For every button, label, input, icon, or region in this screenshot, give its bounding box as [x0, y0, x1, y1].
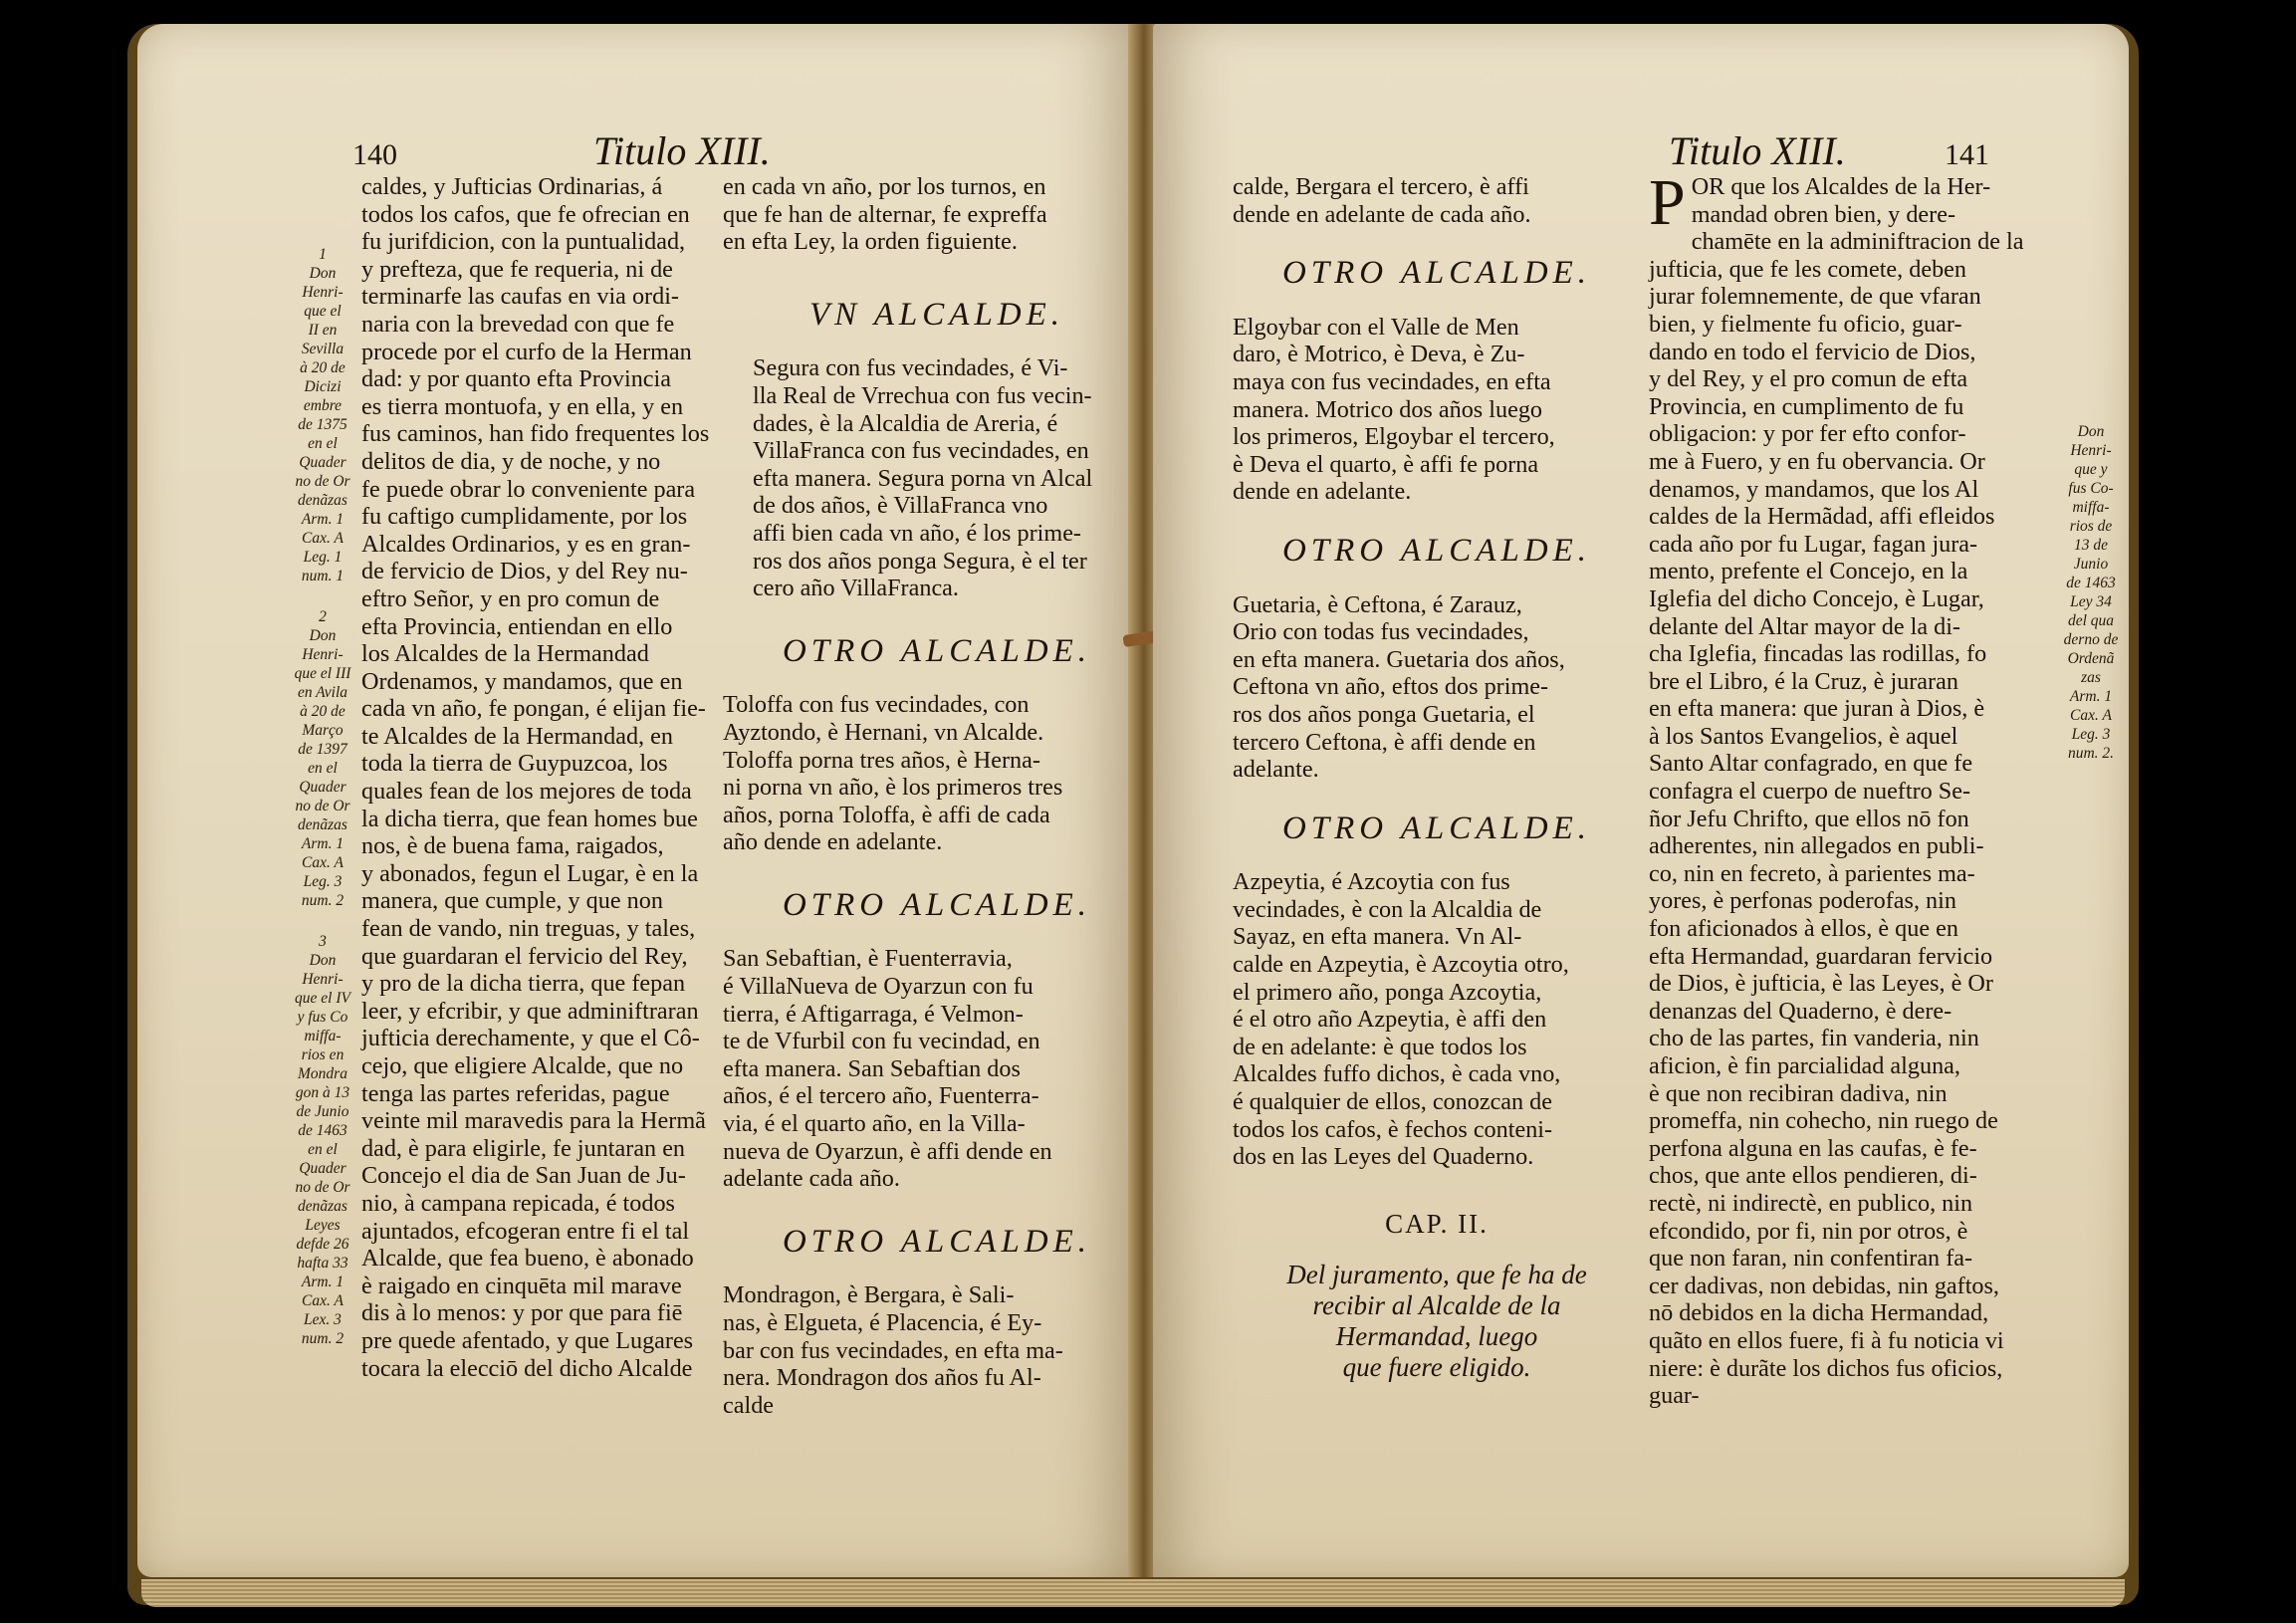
text-line: de 1375 — [298, 416, 347, 433]
text-line: los primeros, Elgoybar el tercero, — [1233, 423, 1555, 451]
text-line: dis à lo menos: y por que para fiē — [361, 1299, 683, 1327]
text-line: hafta 33 — [297, 1255, 348, 1272]
text-line: delitos de dia, y de noche, y no — [361, 447, 661, 475]
text-line: denamos, y mandamos, que los Al — [1649, 475, 1979, 503]
section-title: OTRO ALCALDE. — [1281, 255, 1592, 292]
text-line: efta Provincia, entiendan en ello — [361, 612, 673, 640]
text-line: nera. Mondragon dos años fu Al- — [723, 1364, 1041, 1392]
text-line: II en — [308, 322, 338, 339]
text-line: via, é el quarto año, en la Villa- — [723, 1110, 1026, 1138]
text-line: niere: è durãte los dichos fus oficios, — [1649, 1354, 2003, 1382]
text-line: bar con fus vecindades, en efta ma- — [723, 1336, 1063, 1364]
text-line: Sevilla — [301, 341, 344, 357]
text-line: Alcaldes fuffo dichos, è cada vno, — [1233, 1060, 1561, 1088]
text-line: ros dos años ponga Guetaria, el — [1233, 700, 1535, 728]
text-line: tocara la elecciō del dicho Alcalde — [361, 1354, 693, 1382]
text-line: que fuere eligido. — [1342, 1352, 1531, 1383]
text-line: jufticia, que fe les comete, deben — [1649, 255, 1966, 283]
col2-intro — [723, 173, 1133, 256]
text-line: de Junio — [296, 1103, 349, 1120]
text-line: y del Rey, y el pro comun de efta — [1649, 365, 1968, 393]
text-line: Ordenã — [2067, 650, 2115, 667]
text-line: fon aficionados à ellos, è que en — [1649, 915, 1958, 943]
text-line: años, é el tercero año, Fuenterra- — [723, 1082, 1039, 1110]
text-line: te Alcaldes de la Hermandad, en — [361, 722, 673, 750]
text-line: efta manera. Segura porna vn Alcal — [753, 464, 1093, 492]
text-line: eftro Señor, y en pro comun de — [361, 584, 660, 612]
text-line: à 20 de — [300, 359, 345, 376]
text-line: maya con fus vecindades, en efta — [1233, 367, 1551, 395]
text-line: año dende en adelante. — [723, 828, 943, 856]
text-line: Iglefia del dicho Concejo, è Lugar, — [1649, 584, 1984, 612]
text-line: recibir al Alcalde de la — [1312, 1290, 1561, 1321]
text-line: de 1463 — [2066, 575, 2116, 591]
text-line: me à Fuero, y en fu obervancia. Or — [1649, 447, 1985, 475]
text-line: en el — [308, 435, 338, 452]
left-page-number: 140 — [352, 138, 397, 171]
text-line: num. 1 — [301, 568, 344, 584]
text-line: Henri- — [2070, 442, 2112, 459]
text-line: dende en adelante de cada año. — [1233, 200, 1531, 228]
text-line: Orio con todas fus vecindades, — [1233, 618, 1529, 646]
text-line: de Dios, è jufticia, è las Leyes, è Or — [1649, 970, 1993, 998]
right-column-2 — [1649, 166, 2024, 1410]
open-book — [127, 24, 2139, 1605]
text-line: 13 de — [2073, 537, 2108, 554]
text-line: bien, y fielmente fu oficio, guar- — [1649, 310, 1962, 338]
text-line: denãzas — [298, 492, 347, 509]
text-line: de en adelante: è que todos los — [1233, 1033, 1527, 1060]
text-line: derno de — [2063, 631, 2119, 648]
text-line: cada vn año, fe pongan, é elijan fie- — [361, 695, 706, 723]
text-line: manera, que cumple, y que non — [361, 887, 663, 915]
text-line: efta Hermandad, guardaran fervicio — [1649, 942, 1993, 970]
text-line: quales fean de los mejores de toda — [361, 778, 692, 806]
text-line: cha Iglefia, fincadas las rodillas, fo — [1649, 640, 1987, 668]
text-line: que el III — [294, 665, 351, 682]
text-line: Henri- — [302, 284, 344, 301]
chapter-subtitle — [1233, 1260, 1641, 1383]
section-title: VN ALCALDE. — [808, 296, 1065, 333]
text-line: miffa- — [2072, 499, 2110, 516]
text-line: Concejo el dia de San Juan de Ju- — [361, 1162, 686, 1190]
left-column-2 — [723, 173, 1133, 1419]
text-line: cer dadivas, non debidas, nin gaftos, — [1649, 1272, 1999, 1299]
text-line: veinte mil maravedis para la Hermã — [361, 1107, 706, 1135]
text-line: que guardaran el fervicio del Rey, — [361, 942, 688, 970]
text-line: ñor Jefu Chrifto, que ellos nō fon — [1649, 805, 1969, 832]
text-line: tierra, é Aftigarraga, é Velmon- — [723, 1000, 1024, 1028]
text-line: zas — [2081, 669, 2101, 686]
text-line: quãto en ellos fuere, fi à fu noticia vi — [1649, 1326, 2004, 1354]
text-line: manera. Motrico dos años luego — [1233, 395, 1543, 423]
text-line: efta manera. San Sebaftian dos — [723, 1054, 1021, 1082]
text-line: dad, è para eligirle, fe juntaran en — [361, 1134, 686, 1162]
text-line: fus caminos, han fido frequentes los — [361, 420, 710, 448]
text-line: Del juramento, que fe ha de — [1286, 1260, 1587, 1290]
text-line: promeffa, nin cohecho, nin ruego de — [1649, 1107, 1998, 1135]
text-line: todos los cafos, è fechos conteni- — [1233, 1115, 1553, 1143]
marginal-note-3 — [293, 932, 352, 1348]
text-line: dades, è la Alcaldia de Areria, é — [753, 409, 1058, 437]
text-line: pre quede afentado, y que Lugares — [361, 1326, 694, 1354]
text-line: Ordenamos, y mandamos, que en — [361, 667, 683, 695]
text-line: que el IV — [295, 990, 350, 1007]
text-line: calde — [723, 1391, 775, 1419]
text-line: Toloffa porna tres años, è Herna- — [723, 746, 1040, 774]
col1-intro — [1233, 173, 1641, 228]
text-line: que fe han de alternar, fe expreffa — [723, 200, 1047, 228]
right-page-number: 141 — [1945, 138, 1989, 171]
text-line: no de Or — [295, 473, 350, 490]
text-line: toda la tierra de Guypuzcoa, los — [361, 750, 668, 778]
text-line: VillaFranca con fus vecindades, en — [753, 437, 1089, 465]
text-line: confagra el cuerpo de nueftro Se- — [1649, 778, 1971, 806]
text-line: è que non recibiran dadiva, nin — [1649, 1079, 1948, 1107]
text-line: num. 2 — [301, 892, 344, 909]
text-line: é el otro año Azpeytia, è affi den — [1233, 1006, 1547, 1034]
text-line: es tierra montuofa, y en ella, y en — [361, 392, 684, 420]
text-line: è raigado en cinquēta mil marave — [361, 1272, 682, 1299]
text-line: Dicizi — [304, 378, 342, 395]
text-line: nio, à campana repicada, é todos — [361, 1189, 675, 1217]
text-line: lla Real de Vrrechua con fus vecin- — [753, 381, 1092, 409]
left-running-title: Titulo XIII. — [593, 128, 771, 173]
text-line: Don — [309, 952, 337, 969]
text-line: Leyes — [305, 1217, 341, 1234]
text-line: Cax. A — [2070, 707, 2112, 724]
text-line: nō debidos en la dicha Hermandad, — [1649, 1299, 1989, 1327]
text-line: é VillaNueva de Oyarzun con fu — [723, 973, 1033, 1001]
text-line: que y — [2074, 461, 2108, 478]
text-line: Santo Altar confagrado, en que fe — [1649, 750, 1973, 778]
text-line: jufticia derechamente, y que el Cô- — [361, 1025, 700, 1052]
text-line: fean de vando, nin treguas, y tales, — [361, 915, 696, 943]
text-line: chamēte en la adminiftracion de la — [1691, 228, 2024, 256]
text-line: Henri- — [302, 971, 344, 988]
text-line: y abonados, fegun el Lugar, è en la — [361, 859, 699, 887]
text-line: tercero Ceftona, è affi dende en — [1233, 728, 1536, 756]
text-line: jurar folemnemente, de que vfaran — [1649, 283, 1981, 311]
left-page — [137, 24, 1133, 1577]
text-line: Don — [309, 265, 337, 282]
text-line: ros dos años ponga Segura, è el ter — [753, 547, 1087, 575]
section-title: OTRO ALCALDE. — [782, 1223, 1092, 1260]
text-line: de 1463 — [298, 1122, 347, 1139]
text-line: tenga las partes referidas, pague — [361, 1079, 670, 1107]
text-line: fu caftigo cumplidamente, por los — [361, 503, 688, 531]
text-line: vecindades, è con la Alcaldia de — [1233, 895, 1542, 923]
text-line: daro, è Motrico, è Deva, è Zu- — [1233, 341, 1525, 368]
text-line: y prefteza, que fe requeria, ni de — [361, 255, 673, 283]
text-line: denãzas — [298, 816, 347, 833]
text-line: affi bien cada vn año, é los prime- — [753, 519, 1081, 547]
right-column-1 — [1233, 173, 1641, 1383]
text-line: perfona alguna en las caufas, è fe- — [1649, 1134, 1977, 1162]
text-line: dos en las Leyes del Quaderno. — [1233, 1143, 1534, 1171]
section-text — [1233, 314, 1641, 506]
text-line: y pro de la dicha tierra, que fepan — [361, 970, 686, 998]
text-line: del qua — [2067, 612, 2115, 629]
text-line: efcondido, por fi, nin por otros, è — [1649, 1217, 1968, 1245]
text-line: Azpeytia, é Azcoytia con fus — [1233, 868, 1510, 896]
text-line: 2 — [319, 608, 327, 625]
text-line: Provincia, en cumplimento de fu — [1649, 392, 1964, 420]
text-line: nos, è de buena fama, raigados, — [361, 832, 664, 860]
text-line: Alcaldes Ordinarios, y es en gran- — [361, 530, 691, 558]
text-line: num. 2 — [301, 1330, 344, 1347]
text-line: en Avila — [297, 684, 348, 701]
right-running-title: Titulo XIII. — [1669, 128, 1846, 173]
text-line: que el — [304, 303, 342, 320]
text-line: cejo, que eligiere Alcalde, que no — [361, 1052, 684, 1079]
section-text — [1233, 868, 1641, 1171]
text-line: Cax. A — [302, 1292, 344, 1309]
text-line: Henri- — [302, 646, 344, 663]
col2-first-line: P OR que los Alcaldes de la Her- — [1649, 166, 1991, 239]
text-line: Segura con fus vecindades, é Vi- — [753, 354, 1068, 382]
text-line: Leg. 3 — [2071, 726, 2111, 743]
left-marginal-notes — [293, 245, 352, 1348]
text-line: todos los cafos, que fe ofrecian en — [361, 200, 690, 228]
text-line: Arm. 1 — [301, 511, 344, 528]
text-line: en efta Ley, la orden figuiente. — [723, 228, 1018, 256]
text-line: dende en adelante. — [1233, 478, 1412, 506]
text-line: rios en — [301, 1046, 344, 1063]
text-line: en efta manera. Guetaria dos años, — [1233, 645, 1565, 673]
text-line: la dicha tierra, que fean homes bue — [361, 805, 698, 832]
text-line: rectè, ni indirectè, en publico, nin — [1649, 1189, 1973, 1217]
text-line: en cada vn año, por los turnos, en — [723, 173, 1046, 200]
text-line: fus Co- — [2068, 480, 2114, 497]
text-line: Don — [2077, 423, 2105, 440]
text-line: Arm. 1 — [301, 835, 344, 852]
text-line: de 1397 — [298, 741, 347, 758]
text-line: 3 — [319, 933, 327, 950]
text-line: Sayaz, en efta manera. Vn Al- — [1233, 923, 1522, 951]
text-line: Cax. A — [302, 854, 344, 871]
col2-text — [1649, 200, 2024, 1410]
text-line: co, nin en fecreto, à parientes ma- — [1649, 859, 1975, 887]
text-line: y fus Co — [297, 1009, 348, 1026]
text-line: calde, Bergara el tercero, è affi — [1233, 173, 1529, 200]
text-line: ni porna vn año, è los primeros tres — [723, 774, 1063, 802]
text-line: à los Santos Evangelios, è aquel — [1649, 722, 1958, 750]
text-line: mandad obren bien, y dere- — [1691, 200, 1956, 228]
text-line: Don — [309, 627, 337, 644]
section-title: OTRO ALCALDE. — [782, 886, 1092, 923]
text-line: è Deva el quarto, è affi fe porna — [1233, 450, 1539, 478]
text-line: Mondra — [298, 1065, 347, 1082]
text-line: Arm. 1 — [2069, 688, 2113, 705]
marginal-note-2 — [293, 607, 352, 910]
right-page — [1153, 24, 2129, 1577]
section-text — [723, 1281, 1133, 1419]
text-line: aficion, è fin parcialidad alguna, — [1649, 1052, 1960, 1079]
text-line: en el — [308, 760, 338, 777]
text-line: Toloffa con fus vecindades, con — [723, 691, 1030, 719]
text-line: nueva de Oyarzun, è affi dende en — [723, 1137, 1052, 1165]
text-line: leer, y efcribir, y que adminiftraran — [361, 997, 699, 1025]
text-line: Cax. A — [302, 530, 344, 547]
section-title: OTRO ALCALDE. — [782, 632, 1092, 669]
text-line: delante del Altar mayor de la di- — [1649, 612, 1960, 640]
text-line: rios de — [2069, 518, 2113, 535]
text-line: num. 2. — [2067, 745, 2115, 762]
section-title: OTRO ALCALDE. — [1281, 532, 1592, 569]
text-line: Mondragon, è Bergara, è Sali- — [723, 1281, 1015, 1309]
text-line: procede por el curfo de la Herman — [361, 338, 692, 365]
text-line: Lex. 3 — [304, 1311, 342, 1328]
text-line: é qualquier de ellos, conozcan de — [1233, 1088, 1553, 1116]
drop-cap: P — [1649, 166, 1686, 239]
text-line: guar- — [1649, 1382, 1700, 1410]
page-edges — [141, 1579, 2125, 1607]
text-line: de dos años, è VillaFranca vno — [753, 492, 1048, 520]
text-line: cero año VillaFranca. — [753, 575, 959, 602]
text-line: adelante cada año. — [723, 1165, 900, 1193]
marginal-note-1 — [293, 245, 352, 585]
text-line: no de Or — [295, 798, 350, 814]
section-text — [723, 945, 1133, 1192]
text-line: adherentes, nin allegados en publi- — [1649, 832, 1984, 860]
text-line: à 20 de — [300, 703, 345, 720]
text-line: caldes, y Jufticias Ordinarias, á — [361, 173, 663, 200]
text-line: Quader — [299, 779, 346, 796]
text-line: el primero año, ponga Azcoytia, — [1233, 978, 1542, 1006]
text-line: Alcalde, que fea bueno, è abonado — [361, 1245, 694, 1273]
text-line: dando en todo el fervicio de Dios, — [1649, 338, 1976, 365]
text-line: Guetaria, è Ceftona, é Zarauz, — [1233, 590, 1522, 618]
text-line: naria con la brevedad con que fe — [361, 310, 675, 338]
text-line: calde en Azpeytia, è Azcoytia otro, — [1233, 951, 1569, 979]
chapter-heading: CAP. II. — [1385, 1208, 1489, 1239]
text-line: denãzas — [298, 1198, 347, 1215]
right-marginal-note — [2061, 422, 2121, 763]
text-line: obligacion: y por fer efto confor- — [1649, 420, 1966, 448]
text-line: que non faran, nin confentiran fa- — [1649, 1245, 1973, 1273]
text-line: fu jurifdicion, con la puntualidad, — [361, 228, 686, 256]
text-line: terminarfe las caufas en via ordi- — [361, 283, 679, 311]
text-line: fe puede obrar lo conveniente para — [361, 475, 696, 503]
text-line: Arm. 1 — [301, 1274, 344, 1290]
text-line: chos, que ante ellos pendieren, di- — [1649, 1162, 1977, 1190]
section-title: OTRO ALCALDE. — [1281, 810, 1592, 846]
section-text — [1233, 591, 1641, 784]
text-line: 1 — [319, 246, 327, 263]
text-line: te de Vfurbil con fu vecindad, en — [723, 1028, 1040, 1055]
text-line: denanzas del Quaderno, è dere- — [1649, 997, 1952, 1025]
text-line: dad: y por quanto efta Provincia — [361, 365, 671, 393]
text-line: San Sebaftian, è Fuenterravia, — [723, 945, 1013, 973]
text-line: gon à 13 — [295, 1084, 350, 1101]
text-line: años, porna Toloffa, è affi de cada — [723, 801, 1050, 828]
section-text — [723, 691, 1133, 856]
text-line: de fervicio de Dios, y del Rey nu- — [361, 558, 688, 585]
text-line: cho de las partes, fin vanderia, nin — [1649, 1025, 1979, 1052]
text-line: Junio — [2073, 556, 2109, 573]
section-text — [723, 354, 1133, 601]
text-line: Março — [302, 722, 344, 739]
text-line: Leg. 3 — [303, 873, 343, 890]
text-line: ajuntados, efcogeran entre fi el tal — [361, 1217, 690, 1245]
text-line: embre — [303, 397, 343, 414]
text-line: adelante. — [1233, 756, 1319, 784]
text-line: Quader — [299, 454, 346, 471]
text-line: Ley 34 — [2070, 593, 2112, 610]
text-line: Leg. 1 — [303, 549, 343, 566]
text-line: Ceftona vn año, eftos dos prime- — [1233, 673, 1549, 701]
text-line: Quader — [299, 1160, 346, 1177]
text-line: en el — [308, 1141, 338, 1158]
text-line: miffa- — [304, 1028, 342, 1044]
text-line: Elgoybar con el Valle de Men — [1233, 313, 1519, 341]
text-line: bre el Libro, é la Cruz, è juraran — [1649, 667, 1958, 695]
text-line: caldes de la Hermãdad, affi efleidos — [1649, 503, 1995, 531]
text-line: Hermandad, luego — [1335, 1321, 1538, 1352]
text-line: no de Or — [295, 1179, 350, 1196]
text-line: Ayztondo, è Hernani, vn Alcalde. — [723, 718, 1044, 746]
text-line: defde 26 — [296, 1236, 349, 1253]
text-line: yores, è perfonas poderofas, nin — [1649, 887, 1956, 915]
text-line: los Alcaldes de la Hermandad — [361, 640, 649, 668]
text-line: en efta manera: que juran à Dios, è — [1649, 695, 1985, 723]
text-line: mento, prefente el Concejo, en la — [1649, 558, 1968, 585]
text-line: nas, è Elgueta, é Placencia, é Ey- — [723, 1309, 1042, 1336]
text-line: cada año por fu Lugar, fagan jura- — [1649, 530, 1978, 558]
